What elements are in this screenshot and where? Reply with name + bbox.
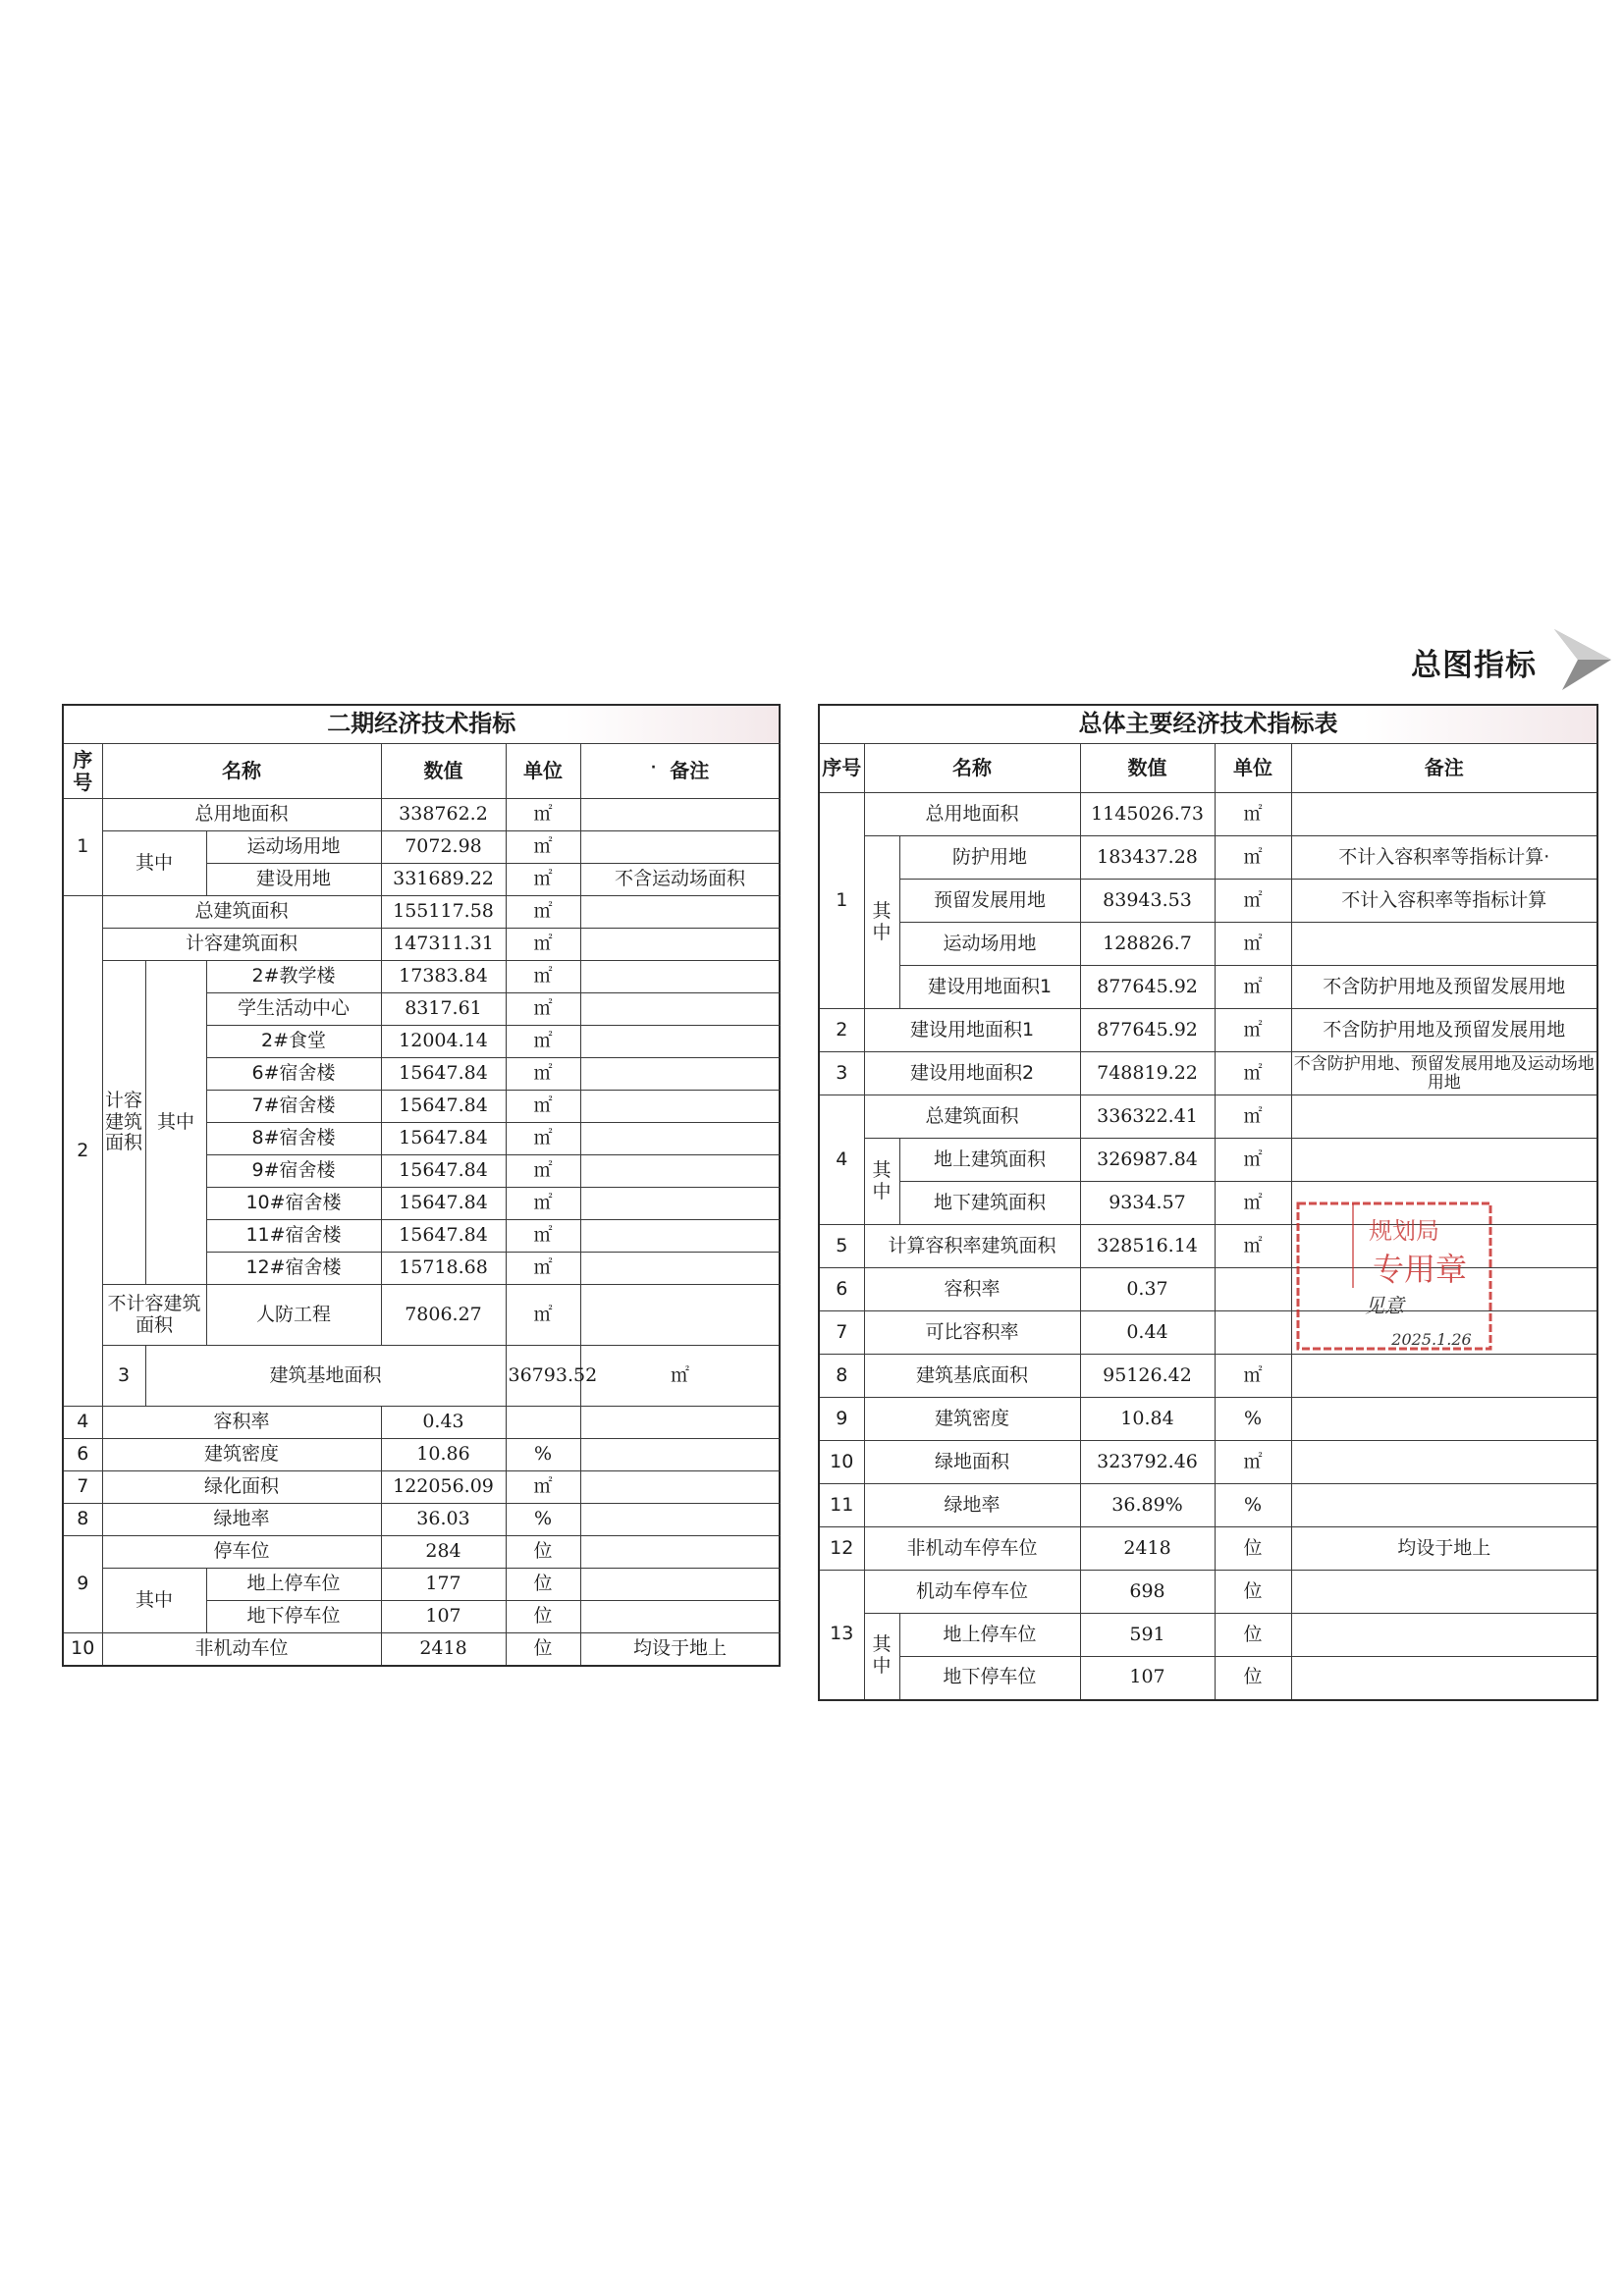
row-value: 83943.53 [1080,880,1215,923]
row-note [1291,1311,1597,1355]
row-unit: ㎡ [506,1188,580,1220]
row-value: 15718.68 [381,1253,506,1285]
row-name: 机动车停车位 [864,1571,1080,1614]
row-name: 地下建筑面积 [899,1182,1080,1225]
group-label: 其中 [102,1569,206,1633]
row-seq: 8 [819,1355,864,1398]
col-header-value: 数值 [381,744,506,799]
row-note [1291,793,1597,836]
row-unit [506,1407,580,1439]
row-unit: 位 [506,1633,580,1666]
row-unit: ㎡ [506,799,580,831]
table-row [63,1407,780,1439]
row-unit: ㎡ [506,1253,580,1285]
row-unit: % [1215,1484,1291,1527]
row-name: 7#宿舍楼 [206,1091,381,1123]
row-value: 12004.14 [381,1026,506,1058]
row-value: 107 [381,1601,506,1633]
row-name: 建设用地 [206,864,381,896]
row-unit: % [1215,1398,1291,1441]
col-header-note [580,744,780,799]
row-seq: 12 [819,1527,864,1571]
table-row [819,1657,1597,1700]
row-unit: ㎡ [1215,1225,1291,1268]
group-label-far: 计容建筑面积 [102,961,145,1285]
table-row [819,1182,1597,1225]
table-row [63,961,780,993]
row-name: 建筑密度 [102,1439,381,1471]
row-seq: 6 [63,1439,102,1471]
row-note: 均设于地上 [1291,1527,1597,1571]
row-note: 不含防护用地及预留发展用地 [1291,1009,1597,1052]
row-unit: ㎡ [506,1091,580,1123]
row-seq: 13 [819,1571,864,1700]
col-header-unit: 单位 [1215,744,1291,793]
table-row [819,1441,1597,1484]
table-row [819,1527,1597,1571]
table-row [819,1095,1597,1139]
phase2-indicator-table [62,704,781,1667]
stamp-signature: 见意 [1365,1294,1404,1317]
row-name: 可比容积率 [864,1311,1080,1355]
row-note [580,1504,780,1536]
row-note [1291,1441,1597,1484]
row-unit: 位 [506,1601,580,1633]
row-value: 128826.7 [1080,923,1215,966]
row-note [1291,1355,1597,1398]
row-unit: ㎡ [1215,1139,1291,1182]
row-seq: 4 [63,1407,102,1439]
table-row [819,1398,1597,1441]
table-header-row [819,744,1597,793]
table-row [819,1571,1597,1614]
table-row [819,966,1597,1009]
col-header-seq: 序号 [63,744,102,799]
row-unit: ㎡ [1215,1052,1291,1095]
row-value: 323792.46 [1080,1441,1215,1484]
row-value: 877645.92 [1080,966,1215,1009]
row-value: 10.86 [381,1439,506,1471]
row-seq: 7 [63,1471,102,1504]
row-name: 预留发展用地 [899,880,1080,923]
stamp-text-2: 专用章 [1372,1251,1468,1288]
row-seq: 3 [819,1052,864,1095]
table-row [819,923,1597,966]
col-header-value: 数值 [1080,744,1215,793]
row-name: 建筑基地面积 [145,1346,506,1407]
table-row [63,1504,780,1536]
table-title: 总体主要经济技术指标表 [819,705,1597,744]
row-note [580,1220,780,1253]
row-value: 7806.27 [381,1285,506,1346]
row-note [1291,1398,1597,1441]
table-row [63,1569,780,1601]
row-note [580,1091,780,1123]
row-note [1291,1614,1597,1657]
row-unit: 位 [1215,1571,1291,1614]
row-note [580,1439,780,1471]
col-header-name: 名称 [864,744,1080,793]
row-name: 建筑基底面积 [864,1355,1080,1398]
row-note [580,896,780,929]
col-header-seq: 序号 [819,744,864,793]
row-seq: 1 [63,799,102,896]
row-value: 95126.42 [1080,1355,1215,1398]
row-name: 总用地面积 [864,793,1080,836]
row-name: 总建筑面积 [102,896,381,929]
row-value: 2418 [1080,1527,1215,1571]
row-unit: ㎡ [1215,793,1291,836]
row-value: 183437.28 [1080,836,1215,880]
row-note [580,1471,780,1504]
row-name: 地下停车位 [899,1657,1080,1700]
row-unit: ㎡ [506,1058,580,1091]
row-name: 9#宿舍楼 [206,1155,381,1188]
table-row [63,1346,780,1407]
group-label: 其中 [145,961,206,1285]
table-row [63,831,780,864]
row-value: 877645.92 [1080,1009,1215,1052]
row-value: 9334.57 [1080,1182,1215,1225]
overall-indicator-table [818,704,1598,1701]
row-value: 591 [1080,1614,1215,1657]
row-value: 698 [1080,1571,1215,1614]
row-note [580,1058,780,1091]
table-row [63,1633,780,1666]
row-unit: ㎡ [506,1471,580,1504]
row-note [580,1188,780,1220]
row-unit: ㎡ [506,1123,580,1155]
row-name: 停车位 [102,1536,381,1569]
row-value: 36.89% [1080,1484,1215,1527]
row-note [1291,1182,1597,1225]
row-unit: ㎡ [506,961,580,993]
row-name: 11#宿舍楼 [206,1220,381,1253]
row-name: 绿地率 [102,1504,381,1536]
table-row [819,836,1597,880]
title-arrow-icon [1554,629,1611,690]
table-row [819,880,1597,923]
row-name: 建设用地面积2 [864,1052,1080,1095]
row-note [1291,1225,1597,1268]
row-note: 均设于地上 [580,1633,780,1666]
table-row [819,1614,1597,1657]
table-row [819,1311,1597,1355]
row-unit: ㎡ [1215,1441,1291,1484]
row-note [580,1026,780,1058]
row-note [580,1407,780,1439]
row-value: 0.44 [1080,1311,1215,1355]
row-value: 17383.84 [381,961,506,993]
row-unit: ㎡ [506,831,580,864]
row-seq: 6 [819,1268,864,1311]
table-row [819,1355,1597,1398]
row-unit: ㎡ [1215,880,1291,923]
row-unit: ㎡ [506,1220,580,1253]
row-seq: 10 [819,1441,864,1484]
row-note [580,799,780,831]
stamp-text-1: 规划局 [1369,1217,1439,1245]
row-value: 338762.2 [381,799,506,831]
table-row [63,1471,780,1504]
page-title: 总图指标 [1411,648,1537,683]
row-note [580,1285,780,1346]
group-label-nonfar: 不计容建筑面积 [102,1285,206,1346]
row-name: 容积率 [102,1407,381,1439]
row-note [1291,1484,1597,1527]
row-name: 运动场用地 [206,831,381,864]
row-value: 2418 [381,1633,506,1666]
row-note [1291,1657,1597,1700]
row-unit: ㎡ [506,864,580,896]
row-note: 不含防护用地、预留发展用地及运动场地用地 [1291,1052,1597,1095]
row-seq: 3 [102,1346,145,1407]
row-name: 建设用地面积1 [864,1009,1080,1052]
row-name: 绿地率 [864,1484,1080,1527]
row-seq: 2 [819,1009,864,1052]
row-value: 107 [1080,1657,1215,1700]
row-name: 计容建筑面积 [102,929,381,961]
row-value: 147311.31 [381,929,506,961]
row-seq: 9 [63,1536,102,1633]
row-seq: 9 [819,1398,864,1441]
row-value: 0.43 [381,1407,506,1439]
col-header-name: 名称 [102,744,381,799]
row-name: 地下停车位 [206,1601,381,1633]
table-row [63,1439,780,1471]
row-name: 总建筑面积 [864,1095,1080,1139]
row-seq: 2 [63,896,102,1407]
row-value: 15647.84 [381,1123,506,1155]
row-unit: 位 [506,1569,580,1601]
row-unit: ㎡ [580,1346,780,1407]
table-row [63,929,780,961]
row-note [580,929,780,961]
table-row [819,1484,1597,1527]
row-unit: ㎡ [506,993,580,1026]
table-row [819,793,1597,836]
row-unit: ㎡ [1215,836,1291,880]
row-seq: 1 [819,793,864,1009]
group-label: 其中 [864,1139,899,1225]
row-value: 36.03 [381,1504,506,1536]
row-name: 12#宿舍楼 [206,1253,381,1285]
table-header-row [63,744,780,799]
row-value: 1145026.73 [1080,793,1215,836]
col-header-unit: 单位 [506,744,580,799]
row-note [580,1253,780,1285]
row-value: 15647.84 [381,1155,506,1188]
row-unit: ㎡ [506,1026,580,1058]
table-row [63,896,780,929]
row-note [580,1569,780,1601]
row-unit: ㎡ [1215,1009,1291,1052]
row-name: 容积率 [864,1268,1080,1311]
row-unit: ㎡ [506,1285,580,1346]
table-title: 二期经济技术指标 [63,705,780,744]
row-unit [1215,1311,1291,1355]
row-note [1291,1268,1597,1311]
row-note [580,1601,780,1633]
row-unit: ㎡ [1215,923,1291,966]
row-unit: 位 [1215,1614,1291,1657]
row-name: 地上建筑面积 [899,1139,1080,1182]
row-name: 2#教学楼 [206,961,381,993]
row-name: 学生活动中心 [206,993,381,1026]
row-name: 地上停车位 [206,1569,381,1601]
row-name: 建设用地面积1 [899,966,1080,1009]
row-note [580,993,780,1026]
table-row [63,1285,780,1346]
row-name: 10#宿舍楼 [206,1188,381,1220]
row-value: 328516.14 [1080,1225,1215,1268]
row-unit: 位 [506,1536,580,1569]
row-name: 非机动车停车位 [864,1527,1080,1571]
row-unit: ㎡ [1215,966,1291,1009]
row-unit: ㎡ [1215,1095,1291,1139]
row-value: 331689.22 [381,864,506,896]
row-unit: ㎡ [1215,1182,1291,1225]
row-value: 15647.84 [381,1058,506,1091]
row-note [580,1155,780,1188]
row-name: 绿化面积 [102,1471,381,1504]
row-unit: 位 [1215,1657,1291,1700]
row-unit [1215,1268,1291,1311]
row-seq: 4 [819,1095,864,1225]
row-value: 0.37 [1080,1268,1215,1311]
row-value: 284 [381,1536,506,1569]
row-name: 非机动车位 [102,1633,381,1666]
row-unit: ㎡ [506,1155,580,1188]
row-name: 2#食堂 [206,1026,381,1058]
row-note [1291,1571,1597,1614]
row-unit: % [506,1504,580,1536]
table-row [819,1225,1597,1268]
table-row [819,1139,1597,1182]
row-name: 运动场用地 [899,923,1080,966]
stamp-date: 2025.1.26 [1391,1330,1472,1349]
col-header-note: 备注 [1291,744,1597,793]
row-seq: 11 [819,1484,864,1527]
row-note [1291,1139,1597,1182]
table-row [63,799,780,831]
row-seq: 7 [819,1311,864,1355]
row-note: 不含运动场面积 [580,864,780,896]
row-name: 6#宿舍楼 [206,1058,381,1091]
row-name: 绿地面积 [864,1441,1080,1484]
row-value: 15647.84 [381,1188,506,1220]
row-name: 建筑密度 [864,1398,1080,1441]
row-seq: 10 [63,1633,102,1666]
col-header-note-mark: · [650,760,657,775]
row-value: 15647.84 [381,1091,506,1123]
row-name: 人防工程 [206,1285,381,1346]
row-value: 8317.61 [381,993,506,1026]
row-value: 326987.84 [1080,1139,1215,1182]
row-name: 8#宿舍楼 [206,1123,381,1155]
row-value: 122056.09 [381,1471,506,1504]
row-note [580,1536,780,1569]
row-name: 地上停车位 [899,1614,1080,1657]
row-unit: ㎡ [1215,1355,1291,1398]
row-name: 总用地面积 [102,799,381,831]
row-value: 748819.22 [1080,1052,1215,1095]
row-value: 36793.52 [506,1346,580,1407]
row-value: 10.84 [1080,1398,1215,1441]
row-note [580,831,780,864]
row-note: 不含防护用地及预留发展用地 [1291,966,1597,1009]
row-unit: 位 [1215,1527,1291,1571]
row-note [580,1123,780,1155]
row-name: 计算容积率建筑面积 [864,1225,1080,1268]
col-header-note-label: 备注 [670,759,710,782]
row-unit: ㎡ [506,896,580,929]
row-value: 15647.84 [381,1220,506,1253]
table-row [819,1268,1597,1311]
group-label: 其中 [864,1614,899,1700]
row-unit: ㎡ [506,929,580,961]
row-unit: % [506,1439,580,1471]
table-row [819,1009,1597,1052]
row-note: 不计入容积率等指标计算 [1291,880,1597,923]
row-value: 155117.58 [381,896,506,929]
row-value: 177 [381,1569,506,1601]
row-note [1291,1095,1597,1139]
table-row [819,1052,1597,1095]
group-label: 其中 [864,836,899,1009]
row-note [1291,923,1597,966]
row-note [580,961,780,993]
group-label: 其中 [102,831,206,896]
table-row [63,1536,780,1569]
row-seq: 8 [63,1504,102,1536]
row-seq: 5 [819,1225,864,1268]
row-value: 7072.98 [381,831,506,864]
row-note: 不计入容积率等指标计算· [1291,836,1597,880]
row-value: 336322.41 [1080,1095,1215,1139]
row-name: 防护用地 [899,836,1080,880]
